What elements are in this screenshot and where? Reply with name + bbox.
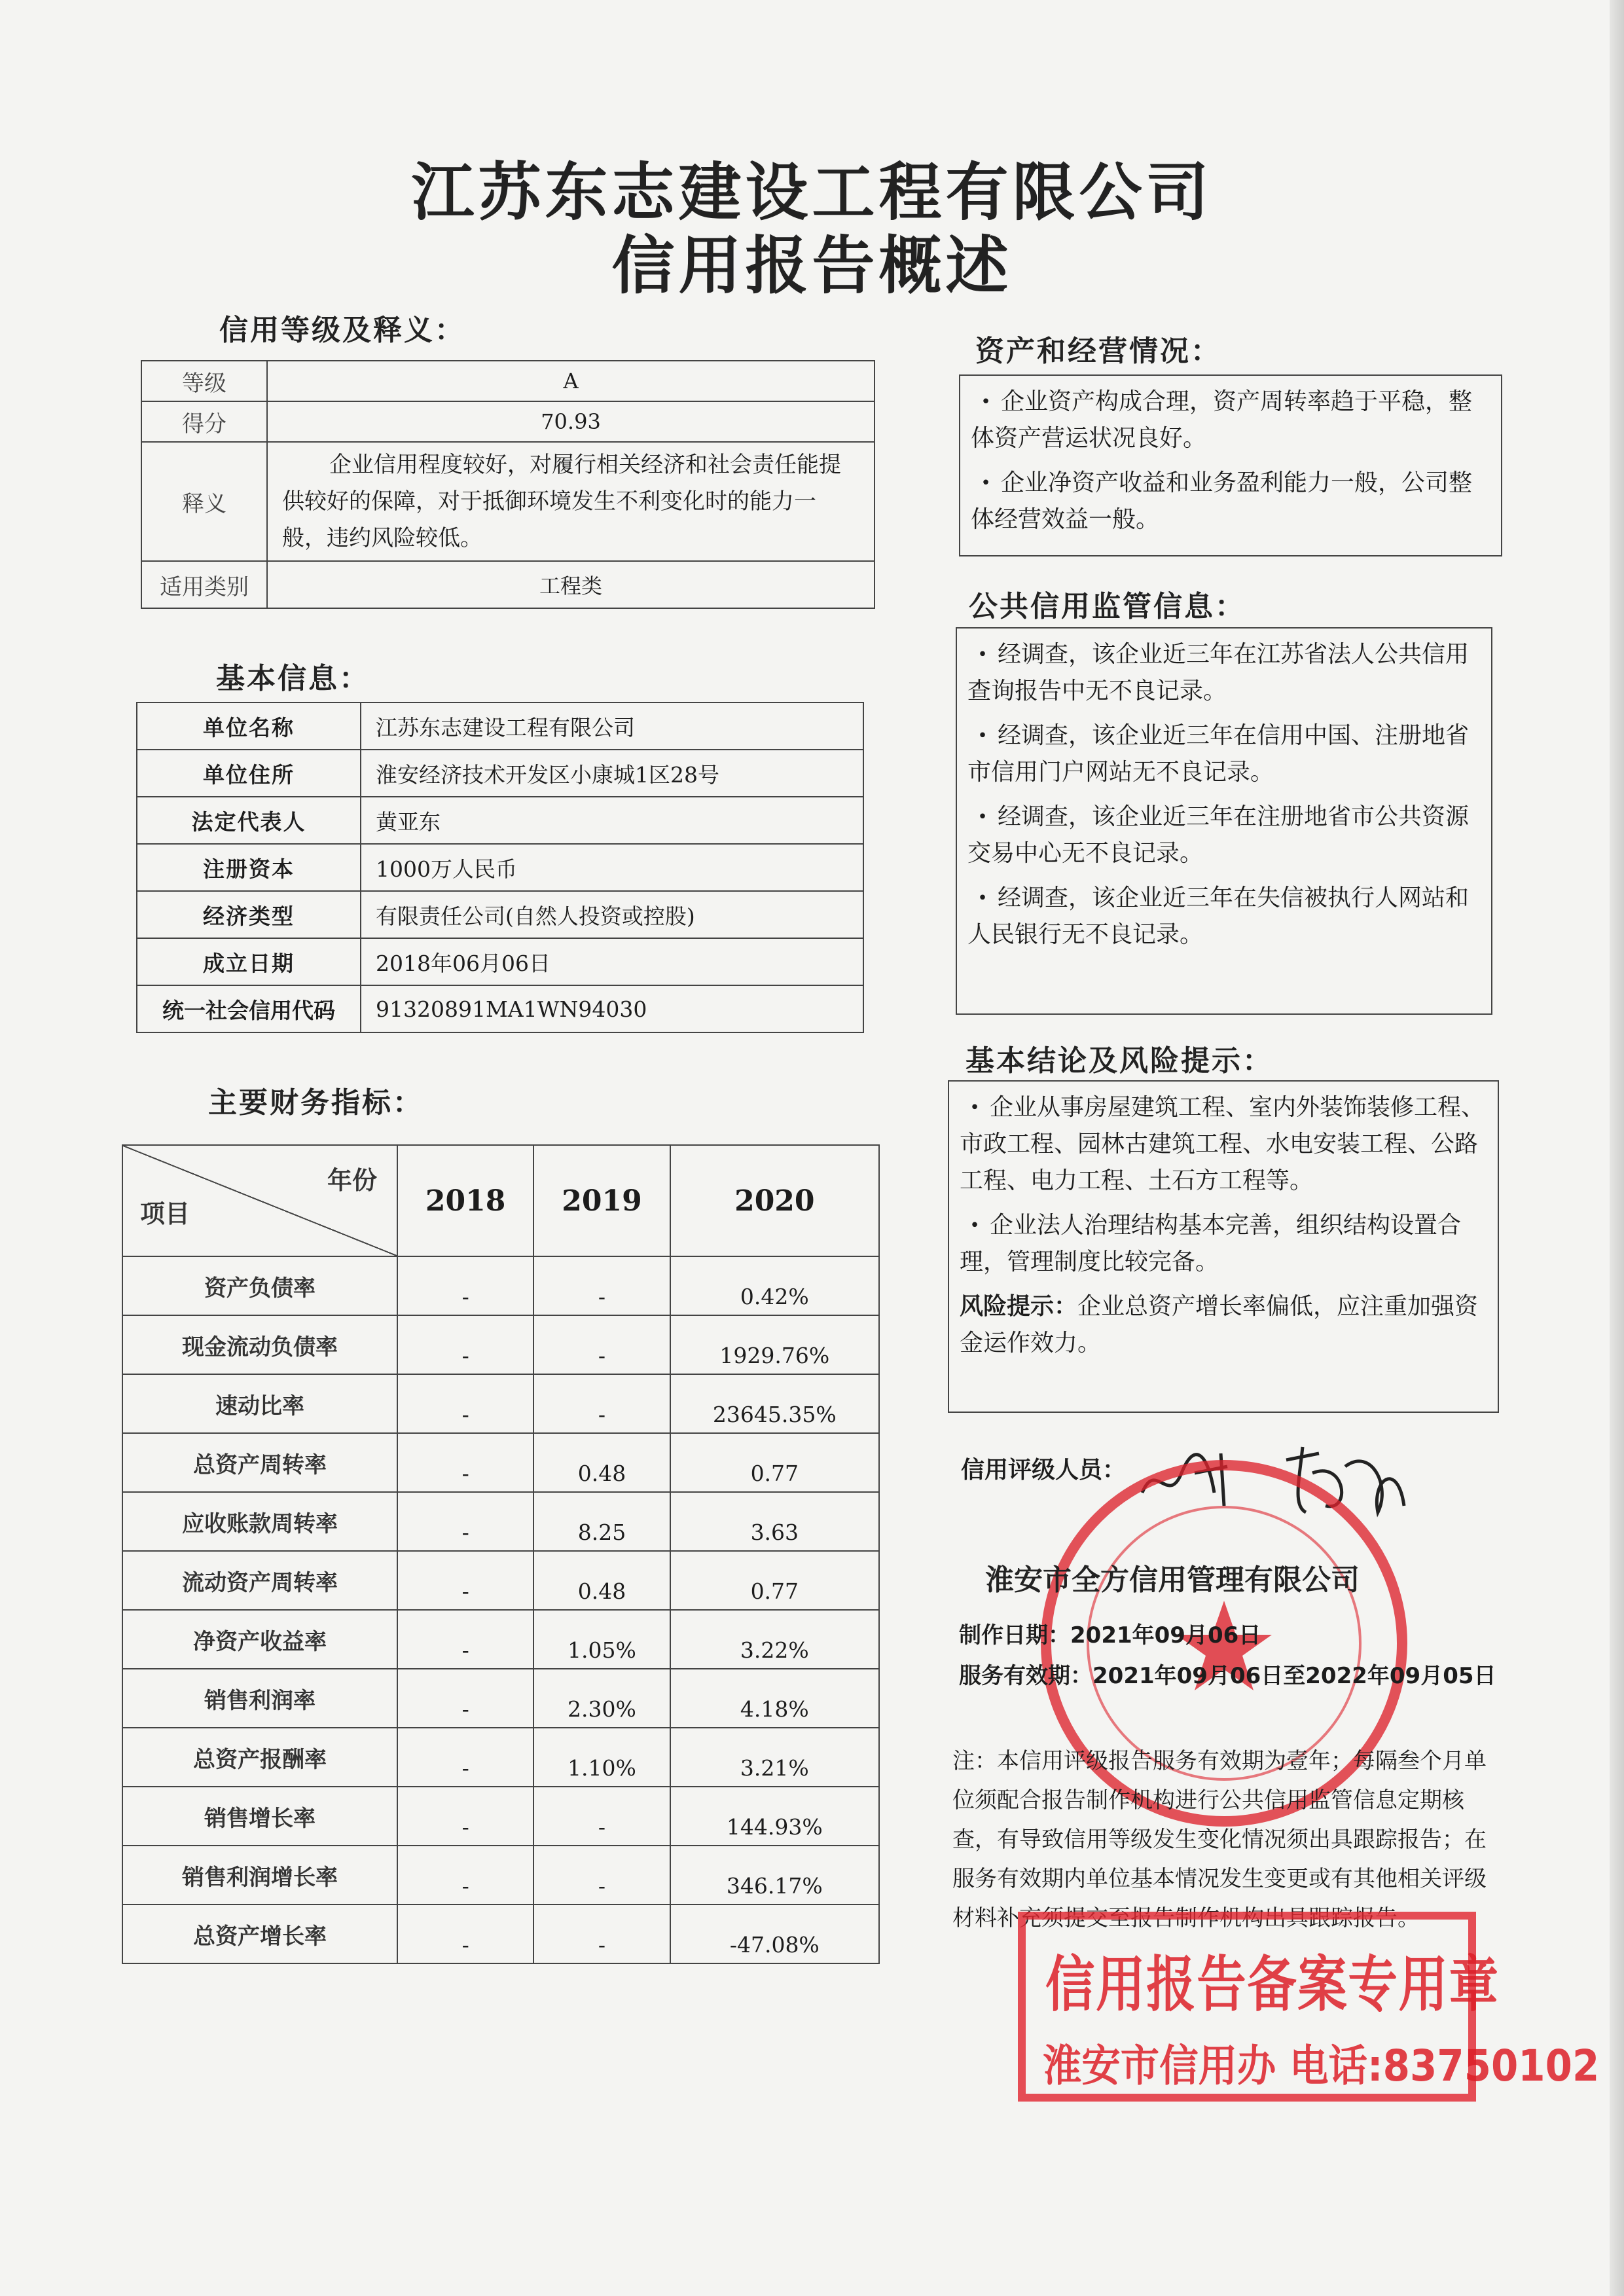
definition-label: 释义 [141,442,267,561]
finance-value-2019: - [533,1904,670,1963]
finance-value-2019: 1.05% [533,1610,670,1669]
finance-value-2018: - [397,1374,533,1433]
public-credit-box [956,627,1492,1015]
rating-grade: A [267,361,875,401]
table-row [137,985,863,1032]
table-row [141,561,875,608]
finance-metric-label: 总资产增长率 [122,1904,397,1963]
info-label: 单位名称 [137,702,361,750]
list-item: • 企业净资产收益和业务盈利能力一般，公司整体经营效益一般。 [971,465,1490,538]
raters-label: 信用评级人员： [961,1457,1127,1484]
rating-label: 等级 [141,361,267,401]
rating-table [141,360,875,609]
finance-metric-label: 销售利润增长率 [122,1846,397,1904]
year-2018: 2018 [397,1145,533,1256]
list-item: • 经调查，该企业近三年在信用中国、注册地省市信用门户网站无不良记录。 [967,718,1481,791]
list-item: • 企业资产构成合理，资产周转率趋于平稳，整体资产营运状况良好。 [971,384,1490,457]
list-item: • 企业法人治理结构基本完善，组织结构设置合理，管理制度比较完备。 [960,1207,1487,1281]
rating-category: 工程类 [267,561,875,608]
table-row [122,1256,879,1315]
info-value: 有限责任公司(自然人投资或控股) [361,891,863,938]
table-row [122,1492,879,1551]
table-row [122,1374,879,1433]
finance-metric-label: 销售增长率 [122,1787,397,1846]
table-row [122,1669,879,1728]
assets-heading: 资产和经营情况： [975,335,1221,368]
finance-value-2019: 8.25 [533,1492,670,1551]
finance-value-2019: 0.48 [533,1433,670,1492]
finance-value-2019: - [533,1374,670,1433]
finance-metric-label: 速动比率 [122,1374,397,1433]
date-label: 制作日期： [959,1622,1070,1649]
item-header: 项目 [140,1199,190,1228]
finance-value-2018: - [397,1846,533,1904]
table-row [122,1728,879,1787]
info-label: 单位住所 [137,750,361,797]
finance-table [122,1144,880,1964]
finance-value-2020: 4.18% [670,1669,879,1728]
table-row [137,844,863,891]
info-label: 成立日期 [137,938,361,985]
finance-metric-label: 流动资产周转率 [122,1551,397,1610]
score-label: 得分 [141,401,267,442]
finance-value-2018: - [397,1728,533,1787]
finance-metric-label: 总资产报酬率 [122,1728,397,1787]
table-row [122,1846,879,1904]
finance-value-2020: -47.08% [670,1904,879,1963]
finance-value-2020: 346.17% [670,1846,879,1904]
finance-metric-label: 净资产收益率 [122,1610,397,1669]
table-row [141,361,875,401]
finance-value-2020: 3.21% [670,1728,879,1787]
bullet-icon: • [981,473,991,493]
table-row [122,1787,879,1846]
bullet-icon: • [981,392,991,412]
rating-score: 70.93 [267,401,875,442]
table-row [122,1433,879,1492]
list-item: • 经调查，该企业近三年在注册地省市公共资源交易中心无不良记录。 [967,799,1481,872]
bullet-icon: • [977,888,988,908]
finance-value-2019: 2.30% [533,1669,670,1728]
bullet-icon: • [977,726,988,746]
finance-metric-label: 总资产周转率 [122,1433,397,1492]
finance-value-2018: - [397,1492,533,1551]
finance-value-2020: 3.63 [670,1492,879,1551]
finance-value-2019: 1.10% [533,1728,670,1787]
rating-definition: 企业信用程度较好，对履行相关经济和社会责任能提供较好的保障，对于抵御环境发生不利变化时的能力一般，违约风险较低。 [267,442,875,561]
basic-info-heading: 基本信息： [216,662,370,695]
public-credit-heading: 公共信用监管信息： [969,590,1246,623]
finance-value-2018: - [397,1787,533,1846]
conclusion-box [948,1080,1499,1413]
validity-value: 2021年09月06日至2022年09月05日 [1092,1663,1496,1689]
table-row [122,1610,879,1669]
list-item: • 经调查，该企业近三年在失信被执行人网站和人民银行无不良记录。 [967,880,1481,953]
finance-value-2019: - [533,1846,670,1904]
finance-metric-label: 应收账款周转率 [122,1492,397,1551]
year-2019: 2019 [533,1145,670,1256]
table-row [137,702,863,750]
table-row [122,1315,879,1374]
finance-value-2020: 1929.76% [670,1315,879,1374]
info-value: 黄亚东 [361,797,863,844]
year-2020: 2020 [670,1145,879,1256]
finance-value-2020: 144.93% [670,1787,879,1846]
finance-body [122,1256,879,1963]
date-line [959,1617,1261,1654]
finance-metric-label: 销售利润率 [122,1669,397,1728]
finance-value-2018: - [397,1256,533,1315]
finance-value-2018: - [397,1315,533,1374]
finance-value-2018: - [397,1551,533,1610]
finance-value-2018: - [397,1610,533,1669]
info-value: 江苏东志建设工程有限公司 [361,702,863,750]
table-row [141,401,875,442]
finance-value-2018: - [397,1669,533,1728]
finance-metric-label: 资产负债率 [122,1256,397,1315]
finance-header-row [122,1145,879,1256]
filing-stamp [1018,1912,1600,2102]
risk-note [960,1288,1487,1362]
table-row [137,750,863,797]
info-value: 淮安经济技术开发区小康城1区28号 [361,750,863,797]
category-label: 适用类别 [141,561,267,608]
finance-value-2020: 23645.35% [670,1374,879,1433]
basic-info-table [136,702,864,1033]
filing-stamp-contact: 淮安市信用办 电话:83750102 [1043,2041,1600,2091]
date-value: 2021年09月06日 [1070,1622,1261,1649]
finance-value-2020: 3.22% [670,1610,879,1669]
table-row [137,797,863,844]
finance-value-2019: - [533,1256,670,1315]
bullet-icon: • [969,1216,980,1235]
info-value: 91320891MA1WN94030 [361,985,863,1032]
table-row [122,1551,879,1610]
bullet-icon: • [969,1098,980,1118]
finance-value-2019: 0.48 [533,1551,670,1610]
validity-line [959,1658,1496,1694]
rating-heading: 信用等级及释义： [219,314,465,347]
bullet-icon: • [977,645,988,665]
info-value: 2018年06月06日 [361,938,863,985]
finance-value-2018: - [397,1433,533,1492]
conclusion-heading: 基本结论及风险提示： [965,1044,1273,1078]
info-label: 统一社会信用代码 [137,985,361,1032]
list-item: • 企业从事房屋建筑工程、室内外装饰装修工程、市政工程、园林古建筑工程、水电安装工程、公路工程、电力工程、土石方工程等。 [960,1089,1487,1199]
finance-value-2018: - [397,1904,533,1963]
filing-stamp-title: 信用报告备案专用章 [1045,1950,1500,2020]
report-title: 江苏东志建设工程有限公司 [411,156,1213,229]
info-label: 经济类型 [137,891,361,938]
assets-box [959,374,1502,556]
finance-metric-label: 现金流动负债率 [122,1315,397,1374]
finance-heading: 主要财务指标： [208,1086,424,1120]
info-label: 注册资本 [137,844,361,891]
bullet-icon: • [977,807,988,827]
finance-value-2019: - [533,1787,670,1846]
list-item: • 经调查，该企业近三年在江苏省法人公共信用查询报告中无不良记录。 [967,636,1481,710]
page-edge [1610,0,1624,2296]
finance-value-2020: 0.77 [670,1433,879,1492]
finance-value-2020: 0.42% [670,1256,879,1315]
finance-corner-cell [122,1145,397,1256]
table-row [141,442,875,561]
table-row [137,938,863,985]
finance-value-2020: 0.77 [670,1551,879,1610]
risk-label: 风险提示： [960,1293,1078,1320]
validity-label: 服务有效期： [959,1663,1092,1689]
info-value: 1000万人民币 [361,844,863,891]
table-row [122,1904,879,1963]
info-label: 法定代表人 [137,797,361,844]
risk-text: 企业总资产增长率偏低，应注重加强资金运作效力。 [960,1293,1479,1357]
year-header: 年份 [327,1166,377,1195]
issuer-company: 淮安市全方信用管理有限公司 [985,1563,1360,1597]
finance-value-2019: - [533,1315,670,1374]
table-row [137,891,863,938]
report-subtitle: 信用报告概述 [611,229,1013,302]
validity-note: 注：本信用评级报告服务有效期为壹年；每隔叁个月单位须配合报告制作机构进行公共信用监管信息定期核查，有导致信用等级发生变化情况须出具跟踪报告；在服务有效期内单位基本情况发生变更或有其他相关评级材料补充须提交至报告制作机构出具跟踪报告。 [952,1748,1487,1931]
